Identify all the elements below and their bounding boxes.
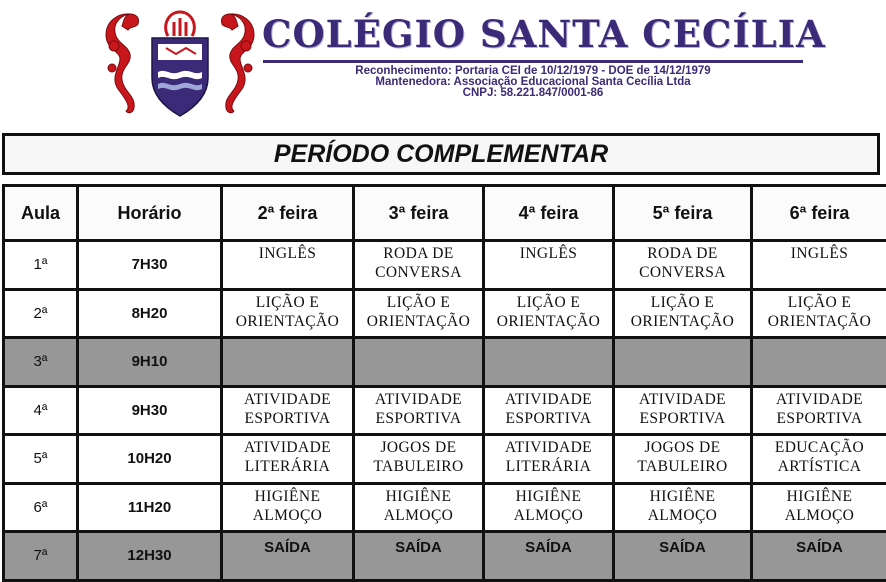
table-row — [4, 386, 886, 435]
header-divider — [263, 60, 803, 63]
activity-text: ATIVIDADE — [223, 438, 352, 457]
activity-cell — [614, 483, 752, 532]
column-header-thursday: 5ª feira — [614, 186, 752, 241]
school-header — [0, 0, 886, 125]
activity-text: TABULEIRO — [355, 457, 482, 476]
schedule-table — [2, 184, 886, 582]
activity-cell — [484, 435, 614, 484]
time-cell: 9H30 — [78, 386, 222, 435]
time-cell: 9H10 — [78, 338, 222, 387]
schedule-title-bar — [2, 133, 880, 175]
column-header-aula: Aula — [4, 186, 78, 241]
activity-cell — [484, 241, 614, 290]
time-cell: 11H20 — [78, 483, 222, 532]
activity-text: ALMOÇO — [223, 506, 352, 525]
activity-text: ATIVIDADE — [485, 390, 612, 409]
activity-text: JOGOS DE — [355, 438, 482, 457]
activity-text: ORIENTAÇÃO — [615, 312, 750, 331]
lesson-number-cell: 2ª — [4, 289, 78, 338]
column-header-friday: 6ª feira — [752, 186, 886, 241]
activity-cell — [752, 386, 886, 435]
table-row — [4, 241, 886, 290]
column-header-horario: Horário — [78, 186, 222, 241]
activity-text: ALMOÇO — [355, 506, 482, 525]
time-cell: 10H20 — [78, 435, 222, 484]
school-name: COLÉGIO SANTA CECÍLIA — [262, 12, 826, 56]
activity-text: ESPORTIVA — [355, 409, 482, 428]
activity-cell — [354, 241, 484, 290]
activity-cell — [222, 386, 354, 435]
activity-cell — [354, 435, 484, 484]
activity-text: CONVERSA — [615, 263, 750, 282]
maintainer-text: Mantenedora: Associação Educacional Santa Cecília Ltda — [263, 77, 803, 88]
table-header-row — [4, 186, 886, 241]
activity-cell — [222, 241, 354, 290]
time-cell: 8H20 — [78, 289, 222, 338]
activity-text: ATIVIDADE — [615, 390, 750, 409]
activity-text: HIGIÊNE — [615, 487, 750, 506]
lesson-number-cell: 3ª — [4, 338, 78, 387]
activity-text: ESPORTIVA — [753, 409, 886, 428]
activity-text: HIGIÊNE — [355, 487, 482, 506]
activity-cell — [752, 289, 886, 338]
activity-text: ATIVIDADE — [355, 390, 482, 409]
activity-text: INGLÊS — [223, 244, 352, 263]
activity-text: JOGOS DE — [615, 438, 750, 457]
column-header-monday: 2ª feira — [222, 186, 354, 241]
activity-text: SAÍDA — [659, 539, 706, 556]
exit-cell — [222, 532, 354, 581]
activity-text: LIÇÃO E — [355, 293, 482, 312]
column-header-tuesday: 3ª feira — [354, 186, 484, 241]
activity-text: ORIENTAÇÃO — [485, 312, 612, 331]
activity-cell — [354, 386, 484, 435]
activity-text: LIÇÃO E — [753, 293, 886, 312]
column-header-wednesday: 4ª feira — [484, 186, 614, 241]
activity-text: LIÇÃO E — [485, 293, 612, 312]
activity-text: RODA DE — [355, 244, 482, 263]
activity-cell — [614, 435, 752, 484]
exit-cell — [354, 532, 484, 581]
activity-cell — [752, 338, 886, 387]
exit-cell — [614, 532, 752, 581]
lesson-number-cell: 6ª — [4, 483, 78, 532]
lesson-number-cell: 5ª — [4, 435, 78, 484]
activity-text: SAÍDA — [264, 539, 311, 556]
exit-cell — [752, 532, 886, 581]
activity-cell — [752, 241, 886, 290]
activity-text: ATIVIDADE — [223, 390, 352, 409]
activity-text: EDUCAÇÃO — [753, 438, 886, 457]
activity-text: ALMOÇO — [753, 506, 886, 525]
activity-text: RODA DE — [615, 244, 750, 263]
school-crest-logo — [100, 6, 260, 118]
page-title: PERÍODO COMPLEMENTAR — [274, 140, 608, 169]
activity-text: ALMOÇO — [615, 506, 750, 525]
activity-text: SAÍDA — [395, 539, 442, 556]
activity-cell — [354, 483, 484, 532]
activity-cell — [354, 338, 484, 387]
activity-text: HIGIÊNE — [753, 487, 886, 506]
time-cell: 7H30 — [78, 241, 222, 290]
activity-text: ESPORTIVA — [485, 409, 612, 428]
school-registration-info — [263, 66, 803, 99]
activity-text: HIGIÊNE — [485, 487, 612, 506]
lesson-number-cell: 1ª — [4, 241, 78, 290]
table-row — [4, 289, 886, 338]
activity-cell — [614, 338, 752, 387]
cnpj-text: CNPJ: 58.221.847/0001-86 — [263, 88, 803, 99]
activity-cell — [222, 435, 354, 484]
activity-text: LITERÁRIA — [223, 457, 352, 476]
activity-text: ESPORTIVA — [615, 409, 750, 428]
activity-cell — [484, 483, 614, 532]
activity-text: SAÍDA — [525, 539, 572, 556]
activity-cell — [354, 289, 484, 338]
activity-cell — [222, 338, 354, 387]
activity-cell — [222, 483, 354, 532]
activity-text: ATIVIDADE — [753, 390, 886, 409]
activity-text: LITERÁRIA — [485, 457, 612, 476]
activity-text: ESPORTIVA — [223, 409, 352, 428]
activity-cell — [614, 386, 752, 435]
activity-cell — [614, 241, 752, 290]
activity-text: LIÇÃO E — [615, 293, 750, 312]
table-row — [4, 338, 886, 387]
exit-cell — [484, 532, 614, 581]
lesson-number-cell: 7ª — [4, 532, 78, 581]
activity-text: ATIVIDADE — [485, 438, 612, 457]
activity-text: INGLÊS — [753, 244, 886, 263]
activity-text: HIGIÊNE — [223, 487, 352, 506]
table-row — [4, 435, 886, 484]
activity-text: ORIENTAÇÃO — [753, 312, 886, 331]
activity-cell — [484, 338, 614, 387]
activity-text: CONVERSA — [355, 263, 482, 282]
table-row — [4, 532, 886, 581]
activity-cell — [484, 289, 614, 338]
activity-text: ALMOÇO — [485, 506, 612, 525]
lesson-number-cell: 4ª — [4, 386, 78, 435]
activity-text: ARTÍSTICA — [753, 457, 886, 476]
activity-cell — [614, 289, 752, 338]
recognition-text: Reconhecimento: Portaria CEI de 10/12/1979 - DOE de 14/12/1979 — [263, 66, 803, 77]
activity-text: SAÍDA — [796, 539, 843, 556]
time-cell: 12H30 — [78, 532, 222, 581]
activity-cell — [752, 435, 886, 484]
activity-text: ORIENTAÇÃO — [355, 312, 482, 331]
activity-cell — [484, 386, 614, 435]
activity-text: ORIENTAÇÃO — [223, 312, 352, 331]
activity-cell — [222, 289, 354, 338]
activity-text: TABULEIRO — [615, 457, 750, 476]
activity-text: INGLÊS — [485, 244, 612, 263]
activity-cell — [752, 483, 886, 532]
activity-text: LIÇÃO E — [223, 293, 352, 312]
table-row — [4, 483, 886, 532]
